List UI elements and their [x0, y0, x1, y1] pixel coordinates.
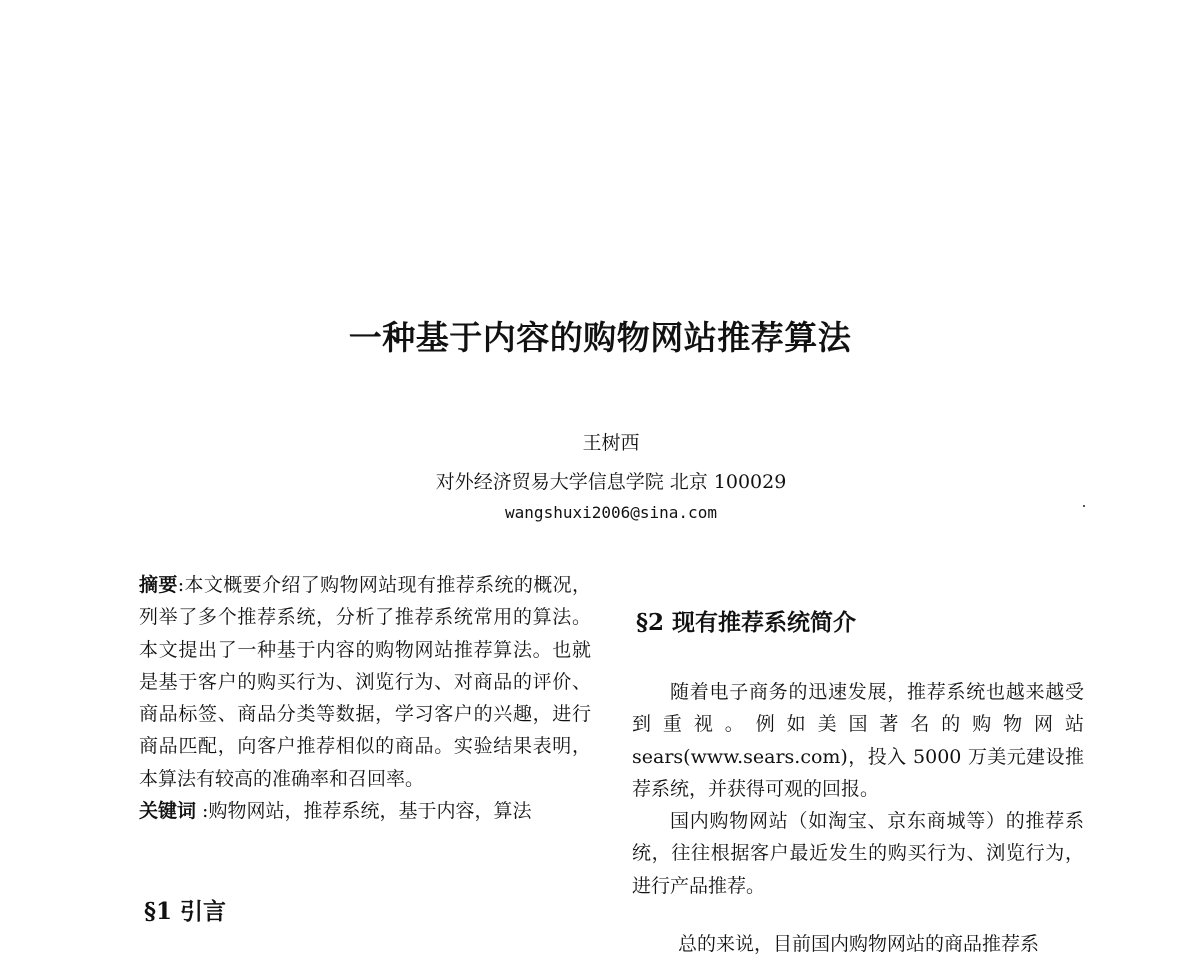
- abstract-text: :本文概要介绍了购物网站现有推荐系统的概况，列举了多个推荐系统，分析了推荐系统常用的算法。本文提出了一种基于内容的购物网站推荐算法。也就是基于客户的购买行为、浏览行为、对商品的评价、商品标签、商品分类等数据，学习客户的兴趣，进行商品匹配，向客户推荐相似的商品。实验结果表明，本算法有较高的准确率和召回率。: [139, 574, 591, 790]
- keywords-text: :购物网站，推荐系统，基于内容，算法: [196, 800, 532, 823]
- section-2-heading: §2 现有推荐系统简介: [636, 609, 857, 636]
- author-affiliation: 对外经济贸易大学信息学院 北京 100029: [435, 471, 787, 493]
- section-2-paragraph-2: 国内购物网站（如淘宝、京东商城等）的推荐系统，往往根据客户最近发生的购买行为、浏览行为，进行产品推荐。: [632, 810, 1084, 897]
- section-1-heading: §1 引言: [144, 898, 227, 925]
- section-2-paragraph-3-partial: 总的来说，目前国内购物网站的商品推荐系: [678, 933, 1040, 955]
- keywords-paragraph: [139, 795, 591, 827]
- section-2-paragraph-1: 随着电子商务的迅速发展，推荐系统也越来越受到重视。例如美国著名的购物网站sears(www.sears.com)，投入 5000 万美元建设推荐系统，并获得可观的回报。: [632, 681, 1084, 800]
- paper-title: 一种基于内容的购物网站推荐算法: [348, 318, 852, 357]
- author-name: 王树西: [582, 432, 640, 454]
- abstract-block: [139, 569, 591, 827]
- scan-speck: [1083, 505, 1085, 507]
- keywords-label: 关键词: [139, 800, 197, 823]
- abstract-label: 摘要: [139, 574, 178, 596]
- author-email: wangshuxi2006@sina.com: [505, 503, 717, 522]
- section-2-body: [632, 676, 1084, 902]
- abstract-paragraph: [139, 569, 591, 795]
